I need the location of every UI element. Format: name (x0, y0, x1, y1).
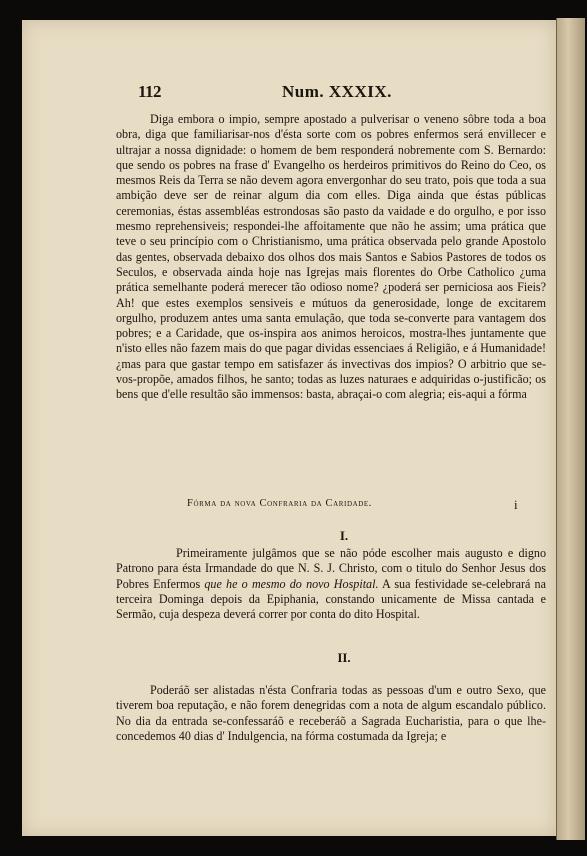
page-edge (556, 18, 585, 840)
article-number-1: I. (339, 528, 349, 543)
issue-number: Num. XXXIX. (282, 82, 392, 101)
intro-paragraph: Diga embora o impio, sempre apostado a pulverisar o veneno sôbre toda a boa obra, diga que familiarisar-nos d'ésta sorte com os pobres enfermos será envillecer e ultrajar a nossa dignidade: o homem de bem responderá nobremente com S. Bernardo: que sendo os pobres na frase d' Evangelho os herdeiros primitivos do Reino do Ceo, os mesmos Reis da Terra se não devem agora envergonhar do seu trato, pois que toda a sua ambição deve ser de reinar algum dia com elles. Diga ainda que éstas públicas ceremonias, éstas assembléas estrondosas são pasto da vaidade e do orgulho, e por isso mesmo reprehensiveis; respondei-lhe affoitamente que não he assim; uma prática que teve o seu princípio com o Christianismo, uma prática observada pelo grande Apostolo das gentes, observada debaixo dos olhos dos mais Santos e Sabios Pastores de todos os Seculos, e observada ainda hoje nas Igrejas mais florentes do Orbe Catholico ¿uma prática semelhante poderá merecer tão odioso nome? ¿poderá ser perniciosa aos Fieis? Ah! que estes exemplos sensiveis e mútuos da generosidade, longe de excitarem orgulho, produzem antes uma santa emulação, que toda se-converte para vantagem dos pobres; e a Caridade, que os-inspira aos animos heroicos, mostra-lhes juntamente que n'isto elles não fazem mais do que pagar dividas essenciaes á Religião, e á Humanidade! ¿mas para que gastar tempo em satisfazer ás invectivas dos impios? O arbitrio que se-vos-propõe, amados filhos, he santo; todas as luzes naturaes e adquiridas o-justificão; os bens que d'elle resultão são immensos: basta, abraçai-o com alegria; eis-aqui a fórma (116, 112, 546, 402)
page-number: 112 (138, 82, 162, 101)
article-1-text (116, 546, 546, 622)
article-number-2: II. (337, 650, 351, 665)
article-1-italic: que he o mesmo do novo Hospital. (204, 576, 379, 591)
section-heading: Fórma da nova Confraria da Caridade. (187, 498, 373, 509)
article-2-text: Poderáõ ser alistadas n'ésta Confraria todas as pessoas d'um e outro Sexo, que tiverem boa reputação, e não forem denegridas com a nota de algum escandalo público. No dia da entrada se-confessaráõ e receberáõ a Sagrada Eucharistia, para o que lhe-concedemos 40 dias d' Indulgencia, na fórma costumada da Igreja; e (116, 683, 546, 743)
article-1-text-main: Primeiramente julgâmos que se não póde escolher mais augusto e digno Patrono para ésta Irmandade do que N. S. J. Christo, com o titulo do Senhor Jesus dos Pobres Enfermos (116, 546, 546, 591)
margin-mark: i (514, 497, 518, 512)
article-1-text-end: A sua festividade se-celebrará na terceira Dominga depois da Epiphania, constando unicamente de Missa cantada e Sermão, cuja despeza deverá correr por conta do dito Hospital. (116, 576, 546, 622)
page-header (22, 82, 556, 108)
book-page (22, 20, 556, 836)
